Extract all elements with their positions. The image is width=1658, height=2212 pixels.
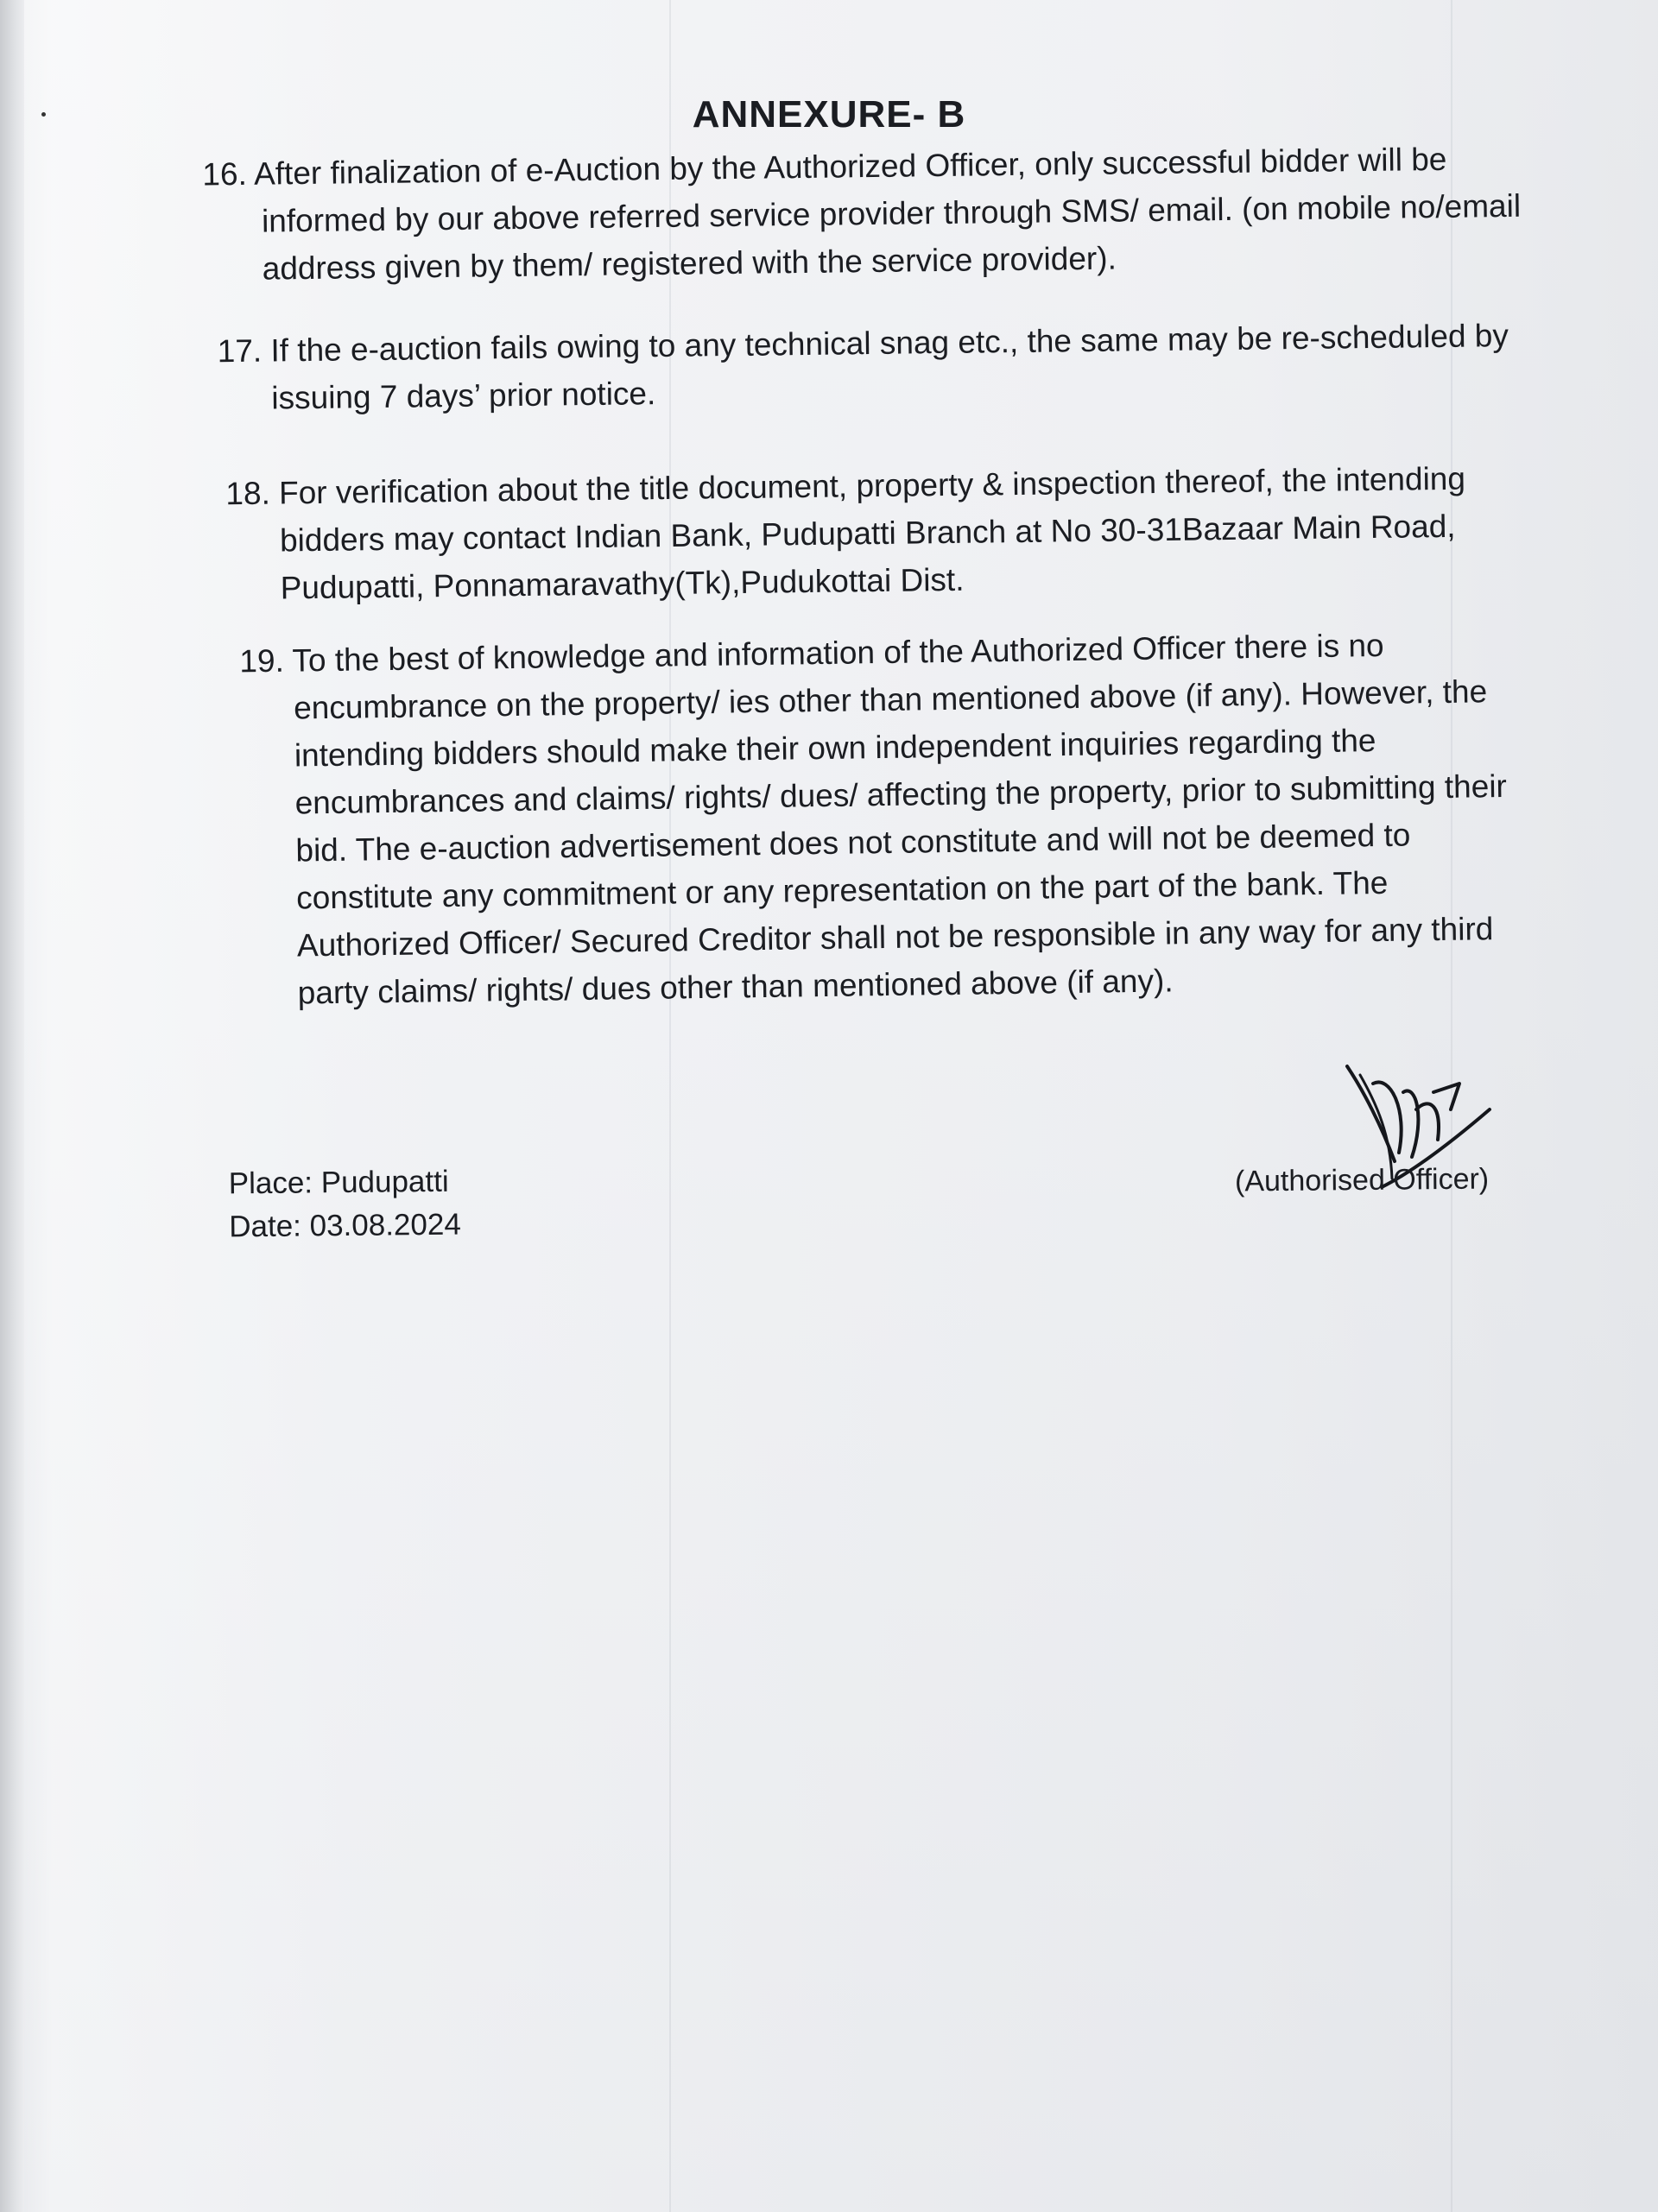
clause-text: To the best of knowledge and information of the Authorized Officer there is no encumbrance on the property/ ies other than mentioned above (if any). However, the intending bidders should make their own independent inquiries regarding the encumbrances and claims/ rights/ dues/ affecting the property, prior to submitting their bid. The e-auction advertisement does not constitute and will not be deemed to constitute any commitment or any representation on the part of the bank. The Authorized Officer/ Secured Creditor shall not be responsible in any way for any third party claims/ rights/ dues other than mentioned above (if any). (292, 627, 1508, 1011)
clause-number: 17. (217, 332, 263, 370)
signatory-label: (Authorised Officer) (1234, 1162, 1490, 1198)
clause-17 (217, 312, 1530, 423)
date-line: Date: 03.08.2024 (229, 1207, 462, 1244)
paper-edge (0, 0, 24, 2212)
clause-number: 19. (239, 642, 285, 679)
clause-number: 18. (225, 475, 271, 512)
clause-16 (202, 135, 1538, 294)
clause-text: If the e-auction fails owing to any technical snag etc., the same may be re-scheduled by issuing 7 days’ prior notice. (270, 318, 1509, 416)
place-line: Place: Pudupatti (228, 1164, 449, 1201)
place-date-block (228, 1160, 461, 1249)
clause-18 (225, 454, 1531, 612)
clause-text: For verification about the title document, property & inspection thereof, the intending bidders may contact Indian Bank, Pudupatti Branch at No 30-31Bazaar Main Road, Pudupatti, Ponnamaravathy(Tk),Pudukottai Dist. (278, 460, 1466, 606)
clause-text: After finalization of e-Auction by the Authorized Officer, only successful bidder will be informed by our above referred service provider through SMS/ email. (on mobile no/email address given by them/ registered with the service provider). (253, 141, 1522, 287)
clause-number: 16. (202, 155, 248, 193)
clause-19 (239, 620, 1531, 1018)
document-title: ANNEXURE- B (692, 93, 966, 136)
